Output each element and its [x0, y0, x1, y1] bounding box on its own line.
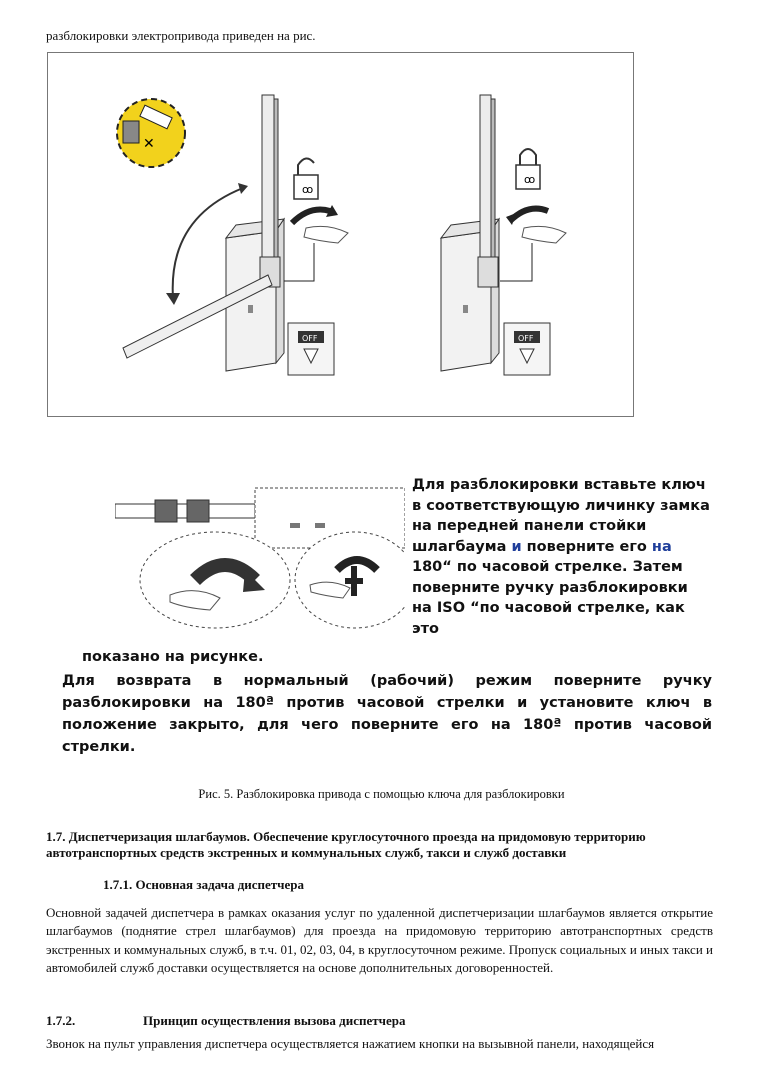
- top-line-text: разблокировки электропривода приведен на рис.: [46, 28, 316, 43]
- key-unlock-figure: [115, 470, 405, 635]
- unlock-instructions-tail: показано на рисунке.: [82, 649, 264, 665]
- right-barrier-unit: [441, 95, 499, 371]
- return-instructions: Для возврата в нормальный (рабочий) режим поверните ручку разблокировки на 180ª против часовой стрелки и установите ключ в положение закрыто, для чего поверните его на 180ª против часовой стрелки.: [62, 673, 712, 755]
- svg-text:✕: ✕: [143, 136, 155, 152]
- off-label: OFF: [518, 334, 534, 343]
- instr-part1c: 180“ по часовой стрелке. Затем поверните ручку разблокировки на ISO “по часовой стрелке, как это: [412, 559, 688, 637]
- paragraph-dispatcher-task: Основной задачей диспетчера в рамках оказания услуг по удаленной диспетчеризации шлагбаумов является открытие шлагбаумов (поднятие стрел шлагбаумов) для проезда на придомовую территорию автотранспортных средств экстренных и коммунальных служб, в т.ч. 01, 02, 03, 04, в круглосуточном режиме. Пропуск социальных и иных такси и автомобилей служб доставки осуществляется на основе дополнительных договоренностей.: [46, 905, 713, 975]
- instr-na: на: [651, 538, 672, 555]
- section-heading-1-7-2: Принцип осуществления вызова диспетчера: [143, 1013, 406, 1028]
- figure-caption: Рис. 5. Разблокировка привода с помощью ключа для разблокировки: [198, 787, 565, 801]
- barrier-illustration: [48, 53, 635, 418]
- section-heading-1-7: 1.7. Диспетчеризация шлагбаумов. Обеспечение круглосуточного проезда на придомовую территорию автотранспортных средств экстренных и коммунальных служб, такси и служб доставки: [46, 829, 646, 860]
- instr-part1a: Для разблокировки вставьте ключ в соответствующую личинку замка на передней панели стойки шлагбаума: [412, 477, 710, 555]
- off-switch-panel: [288, 323, 334, 375]
- locked-padlock-icon: [516, 149, 540, 189]
- section-number-1-7-2: 1.7.2.: [46, 1013, 76, 1028]
- off-label: OFF: [302, 334, 318, 343]
- warning-icon: [117, 99, 185, 167]
- instr-and: и: [511, 538, 522, 555]
- off-switch-panel: [504, 323, 550, 375]
- barrier-unlock-figure: [47, 52, 634, 417]
- svg-text:ꝏ: ꝏ: [302, 183, 314, 196]
- svg-text:ꝏ: ꝏ: [524, 173, 536, 186]
- instr-part1b: поверните его: [521, 538, 652, 555]
- unlock-instructions: [412, 475, 712, 639]
- key-illustration: [115, 470, 405, 635]
- unlocked-padlock-icon: [294, 158, 318, 199]
- paragraph-dispatcher-call: Звонок на пульт управления диспетчера осуществляется нажатием кнопки на вызывной панели, находящейся: [46, 1036, 655, 1051]
- section-heading-1-7-1: 1.7.1. Основная задача диспетчера: [103, 877, 305, 892]
